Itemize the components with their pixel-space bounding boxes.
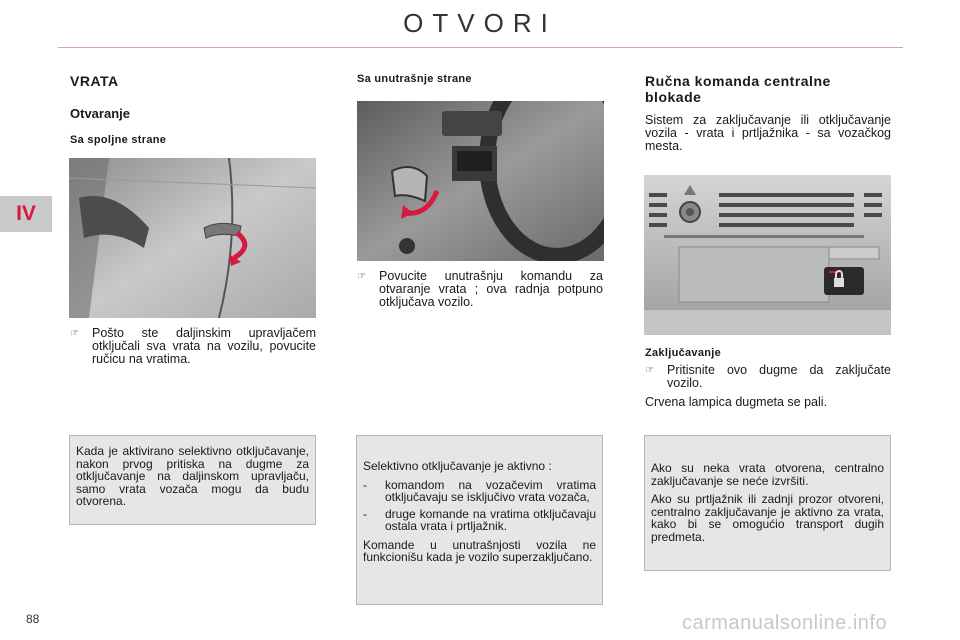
page-title: OTVORI <box>403 8 557 38</box>
note-list-item: - komandom na vozačevim vratima otključavaju se isključivo vrata vozača, <box>363 477 596 504</box>
subheading-otvaranje: Otvaranje <box>70 106 130 121</box>
red-light-note: Crvena lampica dugmeta se pali. <box>645 395 828 409</box>
pointing-finger-icon: ☞ <box>70 328 79 339</box>
note-intro: Selektivno otključavanje je aktivno : <box>363 459 552 473</box>
note-list-item: - druge komande na vratima otključavaju ostala vrata i prtljažnik. <box>363 506 596 533</box>
bullet-inside: ☞ Povucite unutrašnju komandu za otvaranje vrata ; ova radnja potpuno otključava vozilo. <box>357 269 603 309</box>
note-p2: Ako su prtljažnik ili zadnji prozor otvoreni, centralno zaključavanje je aktivno za vrata, kako bi se omogućio transport dugih predmeta. <box>651 492 884 544</box>
note-outro: Komande u unutrašnjosti vozila ne funkcionišu kada je vozilo superzaključano. <box>363 537 596 564</box>
pointing-finger-icon: ☞ <box>645 365 654 376</box>
note-box-selective-unlock <box>69 435 316 525</box>
bullet-outside: ☞ Pošto ste daljinskim upravljačem otključali sva vrata na vozilu, povucite ručicu na vratima. <box>70 326 316 366</box>
outside-door-handle-photo <box>69 158 316 318</box>
page-number: 88 <box>26 612 40 626</box>
title-divider <box>58 47 903 48</box>
central-lock-intro: Sistem za zaključavanje ili otključavanje vozila - vrata i prtljažnika - sa vozačkog mesta. <box>645 113 891 153</box>
section-heading-vrata: VRATA <box>70 73 119 89</box>
section-title-outside: Sa spoljne strane <box>70 134 167 146</box>
section-title-inside: Sa unutrašnje strane <box>357 73 472 85</box>
note-box-selective-active <box>356 435 603 605</box>
bullet-locking: ☞ Pritisnite ovo dugme da zaključate vozilo. <box>645 363 891 390</box>
note-box-central-lock <box>644 435 891 571</box>
section-title-locking: Zaključavanje <box>645 347 722 359</box>
pointing-finger-icon: ☞ <box>357 271 366 282</box>
section-heading-central-lock: Ručna komanda centralne blokade <box>645 73 831 105</box>
chapter-tab[interactable]: IV <box>0 196 52 232</box>
central-lock-button-photo <box>644 175 891 335</box>
note-p1: Ako su neka vrata otvorena, centralno zaključavanje se neće izvršiti. <box>651 461 884 488</box>
note-text: Kada je aktivirano selektivno otključavanje, nakon prvog pritiska na dugme za otključavanje na daljinskom upravljaču, samo vrata vozača mogu da budu otvorena. <box>76 444 309 508</box>
watermark: carmanualsonline.info <box>682 612 888 634</box>
inside-door-handle-photo <box>357 101 604 261</box>
